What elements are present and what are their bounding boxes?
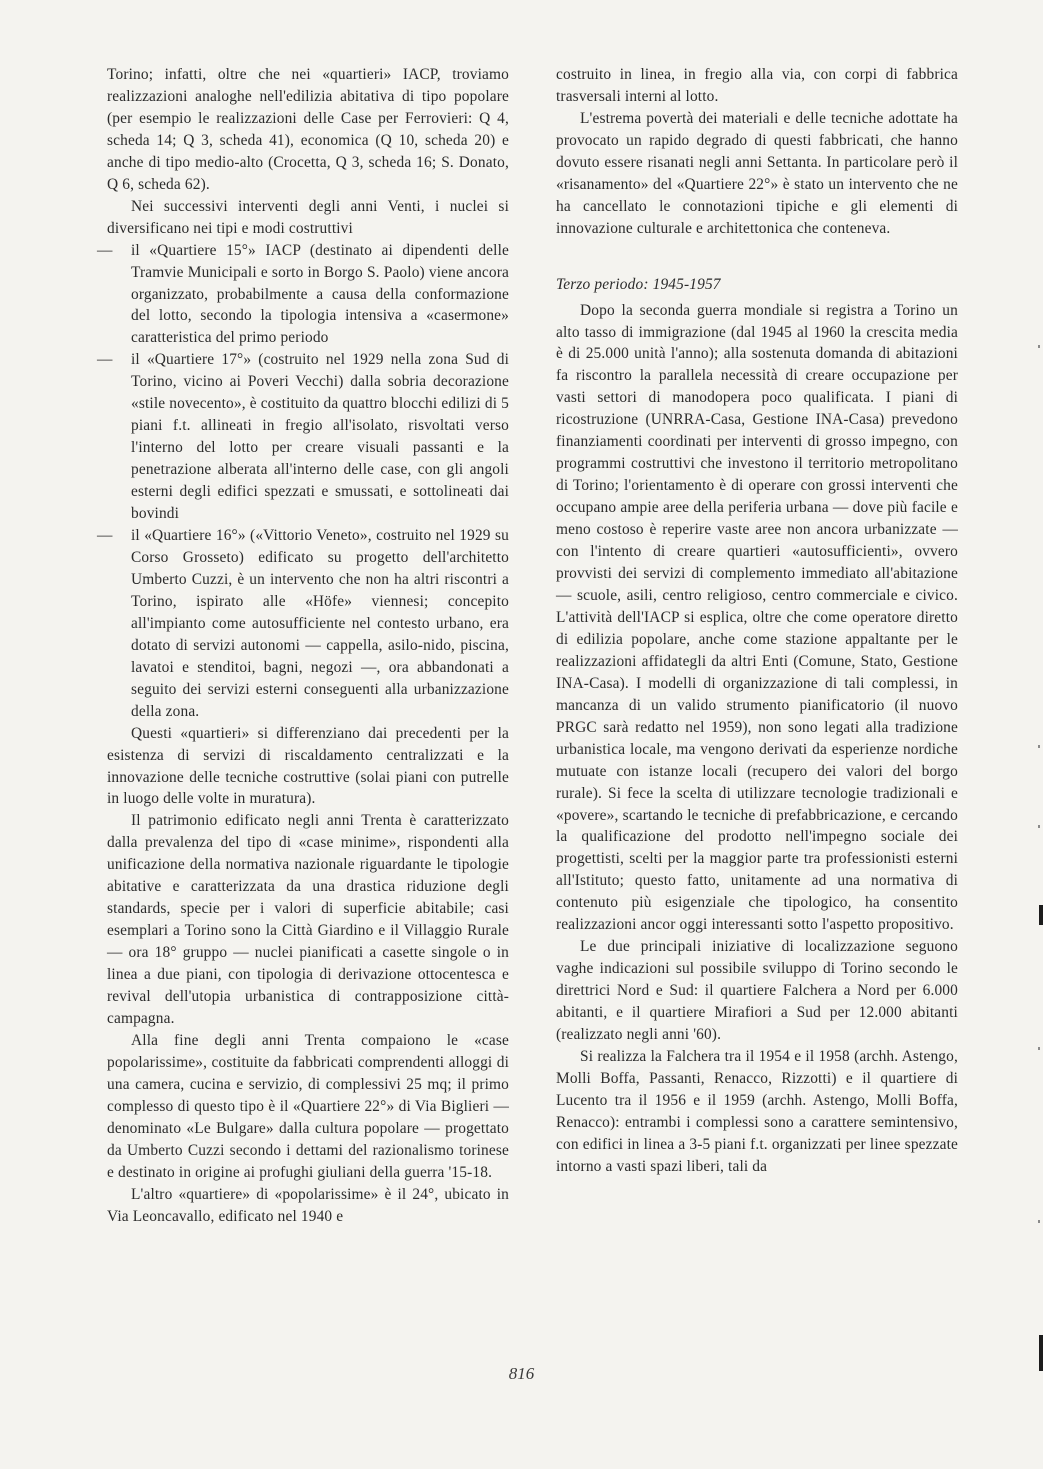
scan-speck	[1038, 1047, 1040, 1050]
paragraph: Torino; infatti, oltre che nei «quartieri» IACP, troviamo realizzazioni analoghe nell'edilizia abitativa di tipo popolare (per esempio le realizzazioni delle Case per Ferrovieri: Q 4, scheda 14; Q 3, scheda 41), economica (Q 10, scheda 20) e anche di tipo medio-alto (Crocetta, Q 3, scheda 16; S. Donato, Q 6, scheda 62).	[107, 66, 509, 193]
paragraph: Il patrimonio edificato negli anni Trenta è caratterizzato dalla prevalenza del tipo di «case minime», rispondenti alla unificazione della normativa nazionale riguardante le tipologie abitative e caratterizzata da una drastica riduzione degli standards, specie per i valori di superficie abitabile; casi esemplari a Torino sono la Città Giardino e il Villaggio Rurale — ora 18° gruppo — nuclei pianificati a casette singole o in linea a due piani, con tipologia di derivazione ottocentesca e revival dell'utopia urbanistica di contrapposizione città-campagna.	[107, 812, 509, 1027]
paragraph: Nei successivi interventi degli anni Venti, i nuclei si diversificano nei tipi e modi costruttivi	[107, 197, 509, 237]
scan-speck	[1038, 1220, 1040, 1223]
paragraph: costruito in linea, in fregio alla via, con corpi di fabbrica trasversali interni al lotto.	[556, 66, 958, 105]
scan-speck	[1038, 345, 1040, 348]
right-text-column	[556, 64, 958, 1178]
left-text-column	[107, 64, 509, 1228]
paragraph: Le due principali iniziative di localizzazione seguono vaghe indicazioni sul possibile sviluppo di Torino secondo le direttrici Nord e Sud: il quartiere Falchera a Nord per 6.000 abitanti, e il quartiere Mirafiori a Sud per 12.000 abitanti (realizzato negli anni '60).	[556, 938, 958, 1044]
paragraph: Dopo la seconda guerra mondiale si registra a Torino un alto tasso di immigrazione (dal 1945 al 1960 la crescita media è di 25.000 unità l'anno); alla sostenuta domanda di abitazioni fa riscontro la parallela necessità di creare occupazione per vasti settori di manodopera poco qualificata. I piani di ricostruzione (UNRRA-Casa, Gestione INA-Casa) prevedono finanziamenti coordinati per interventi di grosso impegno, con programmi costruttivi che investono il territorio metropolitano di Torino; l'orientamento è di operare con grossi interventi che occupano ampie aree della periferia urbana — dove più facile e meno costoso è reperire vaste aree non ancora urbanizzate — con l'intento di creare quartieri «autosufficienti», ovvero provvisti dei servizi di complemento immediato all'abitazione — scuole, asili, centro religioso, centro commerciale e civico. L'attività dell'IACP si esplica, oltre che come operatore diretto di edilizia popolare, anche come stazione appaltante per le realizzazioni affidategli da altri Enti (Comune, Stato, Gestione INA-Casa). I modelli di organizzazione di tali complessi, in mancanza di un valido strumento pianificatorio (il nuovo PRGC sarà redatto nel 1959), non sono legati alla tradizione urbanistica locale, ma vengono derivati da esperienze nordiche mutuate con istanze locali (recupero dei valori del borgo rurale). Si fece la scelta di utilizzare tecnologie tradizionali e «povere», scartando le tecniche di prefabbricazione, e cercando la qualificazione del prodotto nell'impegno sociale dei progettisti, scelti per la maggior parte tra professionisti esterni all'Istituto; questo fatto, unitamente ad una normativa di contenuto più esigenziale che tipologico, ha consentito realizzazioni ancor oggi interessanti sotto l'aspetto propositivo.	[556, 301, 958, 934]
scan-edge-mark	[1039, 1335, 1043, 1371]
section-heading: Terzo periodo: 1945-1957	[556, 275, 721, 293]
scan-speck	[1038, 745, 1040, 748]
list-item: — il «Quartiere 17°» (costruito nel 1929 nella zona Sud di Torino, vicino ai Poveri Vecchi) dalla sobria decorazione «stile novecento», è costituito da quattro blocchi edilizi di 5 piani f.t. allineati in fregio all'isolato, risvoltati verso l'interno del lotto per creare visuali passanti e la penetrazione alberata all'interno delle case, con gli angoli esterni degli edifici spezzati e smussati, e sottolineati dai bovindi	[107, 349, 509, 525]
paragraph: Si realizza la Falchera tra il 1954 e il 1958 (archh. Astengo, Molli Boffa, Passanti, Renacco, Rizzotti) e il quartiere di Lucento tra il 1956 e il 1959 (archh. Astengo, Molli Boffa, Renacco): entrambi i complessi sono a carattere semintensivo, con edifici in linea a 3-5 piani f.t. organizzati per linee spezzate intorno a vasti spazi liberi, tali da	[556, 1047, 958, 1175]
paragraph: Questi «quartieri» si differenziano dai precedenti per la esistenza di servizi di riscaldamento centralizzati e la innovazione delle tecniche costruttive (solai piani con putrelle in luogo delle volte in muratura).	[107, 724, 509, 808]
paragraph: L'altro «quartiere» di «popolarissime» è il 24°, ubicato in Via Leoncavallo, edificato nel 1940 e	[107, 1185, 509, 1225]
paragraph: L'estrema povertà dei materiali e delle tecniche adottate ha provocato un rapido degrado di questi fabbricati, che hanno dovuto essere risanati negli anni Settanta. In particolare però il «risanamento» del «Quartiere 22°» è stato un intervento che ne ha cancellato le connotazioni tipiche e gli elementi di innovazione culturale e architettonica che conteneva.	[556, 109, 958, 237]
page-number: 816	[508, 1364, 535, 1383]
paragraph: Alla fine degli anni Trenta compaiono le «case popolarissime», costituite da fabbricati comprendenti alloggi di una camera, cucina e servizio, di complessivi 25 mq; il primo complesso di questo tipo è il «Quartiere 22°» di Via Biglieri — denominato «Le Bulgare» dalla cultura popolare — progettato da Umberto Cuzzi secondo i dettami del razionalismo torinese e destinato in origine ai profughi giuliani della guerra '15-18.	[107, 1031, 509, 1181]
scan-edge-mark	[1039, 905, 1043, 925]
list-item: — il «Quartiere 15°» IACP (destinato ai dipendenti delle Tramvie Municipali e sorto in Borgo S. Paolo) viene ancora organizzato, probabilmente a causa della conformazione del lotto, secondo la tipologia intensiva a «casermone» caratteristica del primo periodo	[107, 240, 509, 350]
scan-speck	[1038, 825, 1040, 828]
list-item: — il «Quartiere 16°» («Vittorio Veneto», costruito nel 1929 su Corso Grosseto) edificato su progetto dell'architetto Umberto Cuzzi, è un intervento che non ha altri riscontri a Torino, ispirato alle «Höfe» viennesi; concepito all'impianto come autosufficiente nel contesto urbano, era dotato di servizi autonomi — cappella, asilo-nido, piscina, lavatoi e stenditoi, bagni, negozi —, ora abbandonati a seguito dei servizi esterni conseguenti alla urbanizzazione della zona.	[107, 525, 509, 723]
